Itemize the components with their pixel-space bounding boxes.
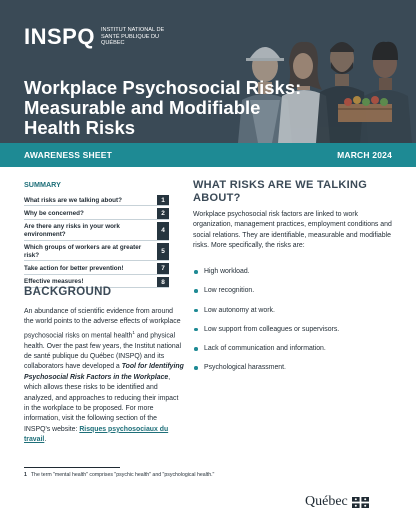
footnote-text: The term "mental health" comprises "psychic health" and "psychological health.": [30, 472, 215, 478]
toc-entry-take-action[interactable]: [24, 263, 169, 274]
risks-heading: WHAT RISKS ARE WE TALKING ABOUT?: [193, 179, 368, 204]
risk-item: [193, 286, 393, 295]
toc-entry-label: Which groups of workers are at greater risk?: [24, 244, 142, 259]
toc-entry-label: Why be concerned?: [24, 209, 84, 217]
background-heading: BACKGROUND: [24, 286, 112, 298]
risk-item-text: Low support from colleagues or supervisors.: [204, 325, 340, 333]
bullet-icon: [194, 366, 198, 370]
cover-header: [0, 0, 416, 143]
summary-heading: SUMMARY: [24, 180, 61, 189]
inspq-logo-word: INSPQ: [24, 24, 95, 49]
background-text-part-2: and physical health. Over the past few years, the Institut national de santé publique du Québec (INSPQ) and its collaborators have developed a: [24, 332, 182, 371]
risks-intro-paragraph: Workplace psychosocial risk factors are linked to work organization, management practices, employment conditions and social relations. They are identifiable, measurable and modifiable risks. More specifically, the risks are:: [193, 211, 392, 250]
background-text-part-4: .: [44, 436, 47, 444]
footnote-reference[interactable]: 1: [132, 329, 135, 335]
bullet-icon: [194, 270, 198, 274]
document-type-banner: [0, 143, 416, 167]
quebec-government-logo: [305, 494, 369, 510]
document-title: Workplace Psychosocial Risks: Measurable and Modifiable Health Risks: [24, 77, 302, 138]
toc-entry-page-number: 5: [157, 243, 169, 261]
document-type-label: AWARENESS SHEET: [24, 150, 113, 160]
toc-entry-groups-at-risk[interactable]: [24, 243, 169, 262]
toc-entry-what-risks[interactable]: [24, 195, 169, 206]
quebec-wordmark: Québec: [305, 494, 348, 509]
toc-entry-page-number: 8: [157, 277, 169, 287]
inspq-logo: [24, 24, 181, 50]
footnote-divider: [24, 467, 120, 468]
risk-item-text: High workload.: [204, 268, 250, 275]
risk-item: [193, 363, 393, 372]
risk-item: [193, 267, 393, 276]
background-text-part-3: , which allows these risks to be identified and analyzed, and approaches to reducing their impact in the workplace to be proposed. For more information, visit the following section of the INSPQ's website:: [24, 373, 179, 433]
publication-date: MARCH 2024: [337, 150, 392, 160]
toc-entry-page-number: 2: [157, 208, 169, 218]
toc-entry-why-concerned[interactable]: [24, 208, 169, 219]
toc-entry-page-number: 7: [157, 263, 169, 273]
toc-entry-page-number: 4: [157, 222, 169, 240]
footnote-number: 1: [24, 472, 27, 478]
toc-entry-label: Take action for better prevention!: [24, 264, 124, 272]
fleur-de-lis-flag-icon: [352, 497, 369, 508]
toc-entry-page-number: 1: [157, 195, 169, 205]
toc-entry-label: Effective measures!: [24, 278, 84, 286]
bullet-icon: [194, 347, 198, 351]
background-paragraph: [24, 307, 184, 446]
risk-item: [193, 306, 393, 315]
risk-item-text: Lack of communication and information.: [204, 345, 326, 353]
tool-name: Tool for Identifying Psychosocial Risk Factors in the Workplace: [24, 363, 184, 381]
footnote: [24, 472, 324, 478]
risk-item: [193, 325, 393, 334]
background-text-part-1: An abundance of scientific evidence from around the world points to the adverse effects of workplace psychosocial risks on mental health: [24, 308, 181, 340]
summary-table-of-contents: [24, 195, 169, 290]
risk-list: [193, 267, 393, 383]
toc-entry-risks-in-environment[interactable]: [24, 222, 169, 241]
risques-psychosociaux-link[interactable]: Risques psychosociaux du travail: [24, 425, 169, 444]
bullet-icon: [194, 289, 198, 293]
toc-entry-label: What risks are we talking about?: [24, 196, 122, 204]
bullet-icon: [194, 309, 198, 313]
toc-entry-label: Are there any risks in your work environment?: [24, 223, 120, 238]
risk-item-text: Low recognition.: [204, 287, 255, 295]
risk-item-text: Low autonomy at work.: [204, 306, 275, 314]
risk-item: [193, 344, 393, 353]
inspq-logo-subtitle: INSTITUT NATIONAL DE SANTÉ PUBLIQUE DU QUÉBEC: [100, 27, 165, 47]
risk-item-text: Psychological harassment.: [204, 364, 286, 372]
bullet-icon: [194, 328, 198, 332]
